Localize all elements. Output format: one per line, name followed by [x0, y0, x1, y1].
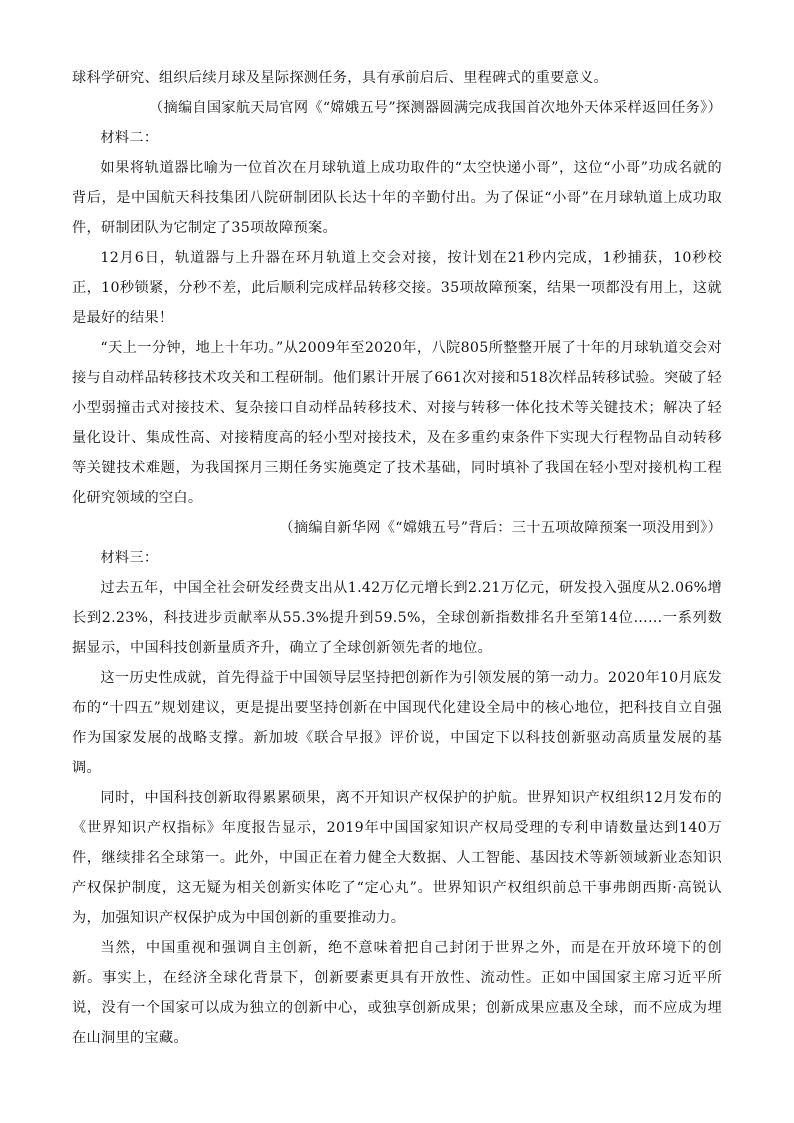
- paragraph-historic-achievement: 这一历史性成就，首先得益于中国领导层坚持把创新作为引领发展的第一动力。2020年10月底发布的“十四五”规划建议，更是提出要坚持创新在中国现代化建设全局中的核心地位，把科技自立自强作为国家发展的战略支撑。新加坡《联合早报》评价说，中国定下以科技创新驱动高质量发展的基调。: [72, 670, 722, 776]
- paragraph-docking-dec6: 12月6日，轨道器与上升器在环月轨道上交会对接，按计划在21秒内完成，1秒捕获，10秒校正，10秒锁紧，分秒不差，此后顺利完成样品转移交接。35项故障预案，结果一项都没有用上，这就是最好的结果！: [72, 250, 722, 326]
- source-citation-2: （摘编自新华网《“嫦娥五号”背后：三十五项故障预案一项没用到》）: [279, 520, 722, 536]
- paragraph-rd-statistics: 过去五年，中国全社会研发经费支出从1.42万亿元增长到2.21万亿元，研发投入强度从2.06%增长到2.23%，科技进步贡献率从55.3%提升到59.5%，全球创新指数排名升至第14位……一系列数据显示，中国科技创新量质齐升，确立了全球创新领先者的地位。: [72, 580, 722, 656]
- paragraph-continuation: 球科学研究、组织后续月球及星际探测任务，具有承前启后、里程碑式的重要意义。: [72, 70, 609, 86]
- paragraph-orbiter-metaphor: 如果将轨道器比喻为一位首次在月球轨道上成功取件的“太空快递小哥”，这位“小哥”功成名就的背后，是中国航天科技集团八院研制团队长达十年的辛勤付出。为了保证“小哥”在月球轨道上成功取件，研制团队为它制定了35项故障预案。: [72, 160, 722, 236]
- paragraph-open-innovation: 当然，中国重视和强调自主创新，绝不意味着把自己封闭于世界之外，而是在开放环境下的创新。事实上，在经济全球化背景下，创新要素更具有开放性、流动性。正如中国国家主席习近平所说，没有一个国家可以成为独立的创新中心，或独享创新成果；创新成果应惠及全球，而不应成为埋在山洞里的宝藏。: [72, 940, 722, 1046]
- document-body: [72, 63, 722, 1053]
- source-citation-1: （摘编自国家航天局官网《“嫦娥五号”探测器圆满完成我国首次地外天体采样返回任务》）: [148, 100, 722, 116]
- paragraph-ten-years-research: “天上一分钟，地上十年功。”从2009年至2020年，八院805所整整开展了十年的月球轨道交会对接与自动样品转移技术攻关和工程研制。他们累计开展了661次对接和518次样品转移试验。突破了轻小型弱撞击式对接技术、复杂接口自动样品转移技术、对接与转移一体化技术等关键技术；解决了轻量化设计、集成性高、对接精度高的轻小型对接技术，及在多重约束条件下实现大行程物品自动转移等关键技术难题，为我国探月三期任务实施奠定了技术基础，同时填补了我国在轻小型对接机构工程化研究领域的空白。: [72, 340, 722, 506]
- paragraph-ip-protection: 同时，中国科技创新取得累累硕果，离不开知识产权保护的护航。世界知识产权组织12月发布的《世界知识产权指标》年度报告显示，2019年中国国家知识产权局受理的专利申请数量达到140万件，继续排名全球第一。此外，中国正在着力健全大数据、人工智能、基因技术等新领域新业态知识产权保护制度，这无疑为相关创新实体吃了“定心丸”。世界知识产权组织前总干事弗朗西斯·高锐认为，加强知识产权保护成为中国创新的重要推动力。: [72, 790, 722, 926]
- material-three-heading: 材料三：: [100, 550, 159, 566]
- material-two-heading: 材料二：: [100, 130, 159, 146]
